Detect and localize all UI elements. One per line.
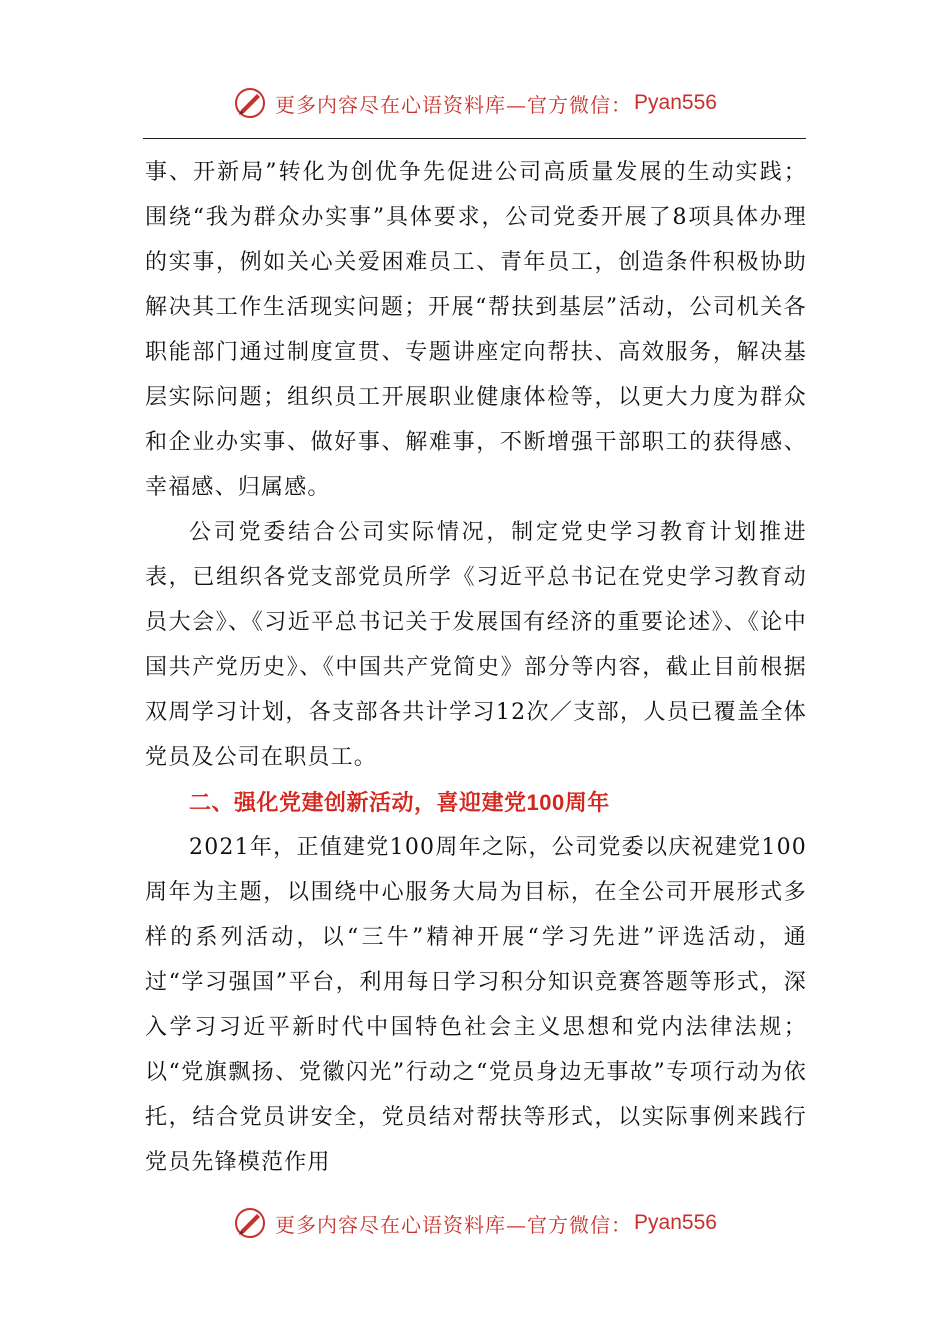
document-body [145, 150, 807, 1185]
pen-logo-icon [233, 1206, 267, 1240]
footer-banner [0, 1198, 950, 1248]
header-wechat-id: Pyan556 [634, 91, 717, 114]
header-banner [0, 78, 950, 128]
paragraph-centenary: 2021年，正值建党100周年之际，公司党委以庆祝建党100周年为主题，以围绕中心服务大局为目标，在全公司开展形式多样的系列活动，以“三牛”精神开展“学习先进”评选活动，通过“学习强国”平台，利用每日学习积分知识竞赛答题等形式，深入学习习近平新时代中国特色社会主义思想和党内法律法规；以“党旗飘扬、党徽闪光”行动之“党员身边无事故”专项行动为依托，结合党员讲安全，党员结对帮扶等形式，以实际事例来践行党员先锋模范作用 [145, 835, 807, 1175]
footer-wechat-id: Pyan556 [634, 1211, 717, 1234]
header-banner-text: 更多内容尽在心语资料库—官方微信： [275, 92, 633, 117]
pen-logo-icon [233, 86, 267, 120]
footer-banner-text: 更多内容尽在心语资料库—官方微信： [275, 1212, 633, 1237]
paragraph-study-plan: 公司党委结合公司实际情况，制定党史学习教育计划推进表，已组织各党支部党员所学《习近平总书记在党史学习教育动员大会》、《习近平总书记关于发展国有经济的重要论述》、《论中国共产党历史》、《中国共产党简史》部分等内容，截止目前根据双周学习计划，各支部各共计学习12次／支部，人员已覆盖全体党员及公司在职员工。 [145, 520, 807, 770]
header-divider [143, 138, 806, 139]
section-heading-2: 二、强化党建创新活动，喜迎建党100周年 [189, 790, 610, 815]
paragraph-continuation: 事、开新局”转化为创优争先促进公司高质量发展的生动实践；围绕“我为群众办实事”具体要求，公司党委开展了8项具体办理的实事，例如关心关爱困难员工、青年员工，创造条件积极协助解决其工作生活现实问题；开展“帮扶到基层”活动，公司机关各职能部门通过制度宣贯、专题讲座定向帮扶、高效服务，解决基层实际问题；组织员工开展职业健康体检等，以更大力度为群众和企业办实事、做好事、解难事，不断增强干部职工的获得感、幸福感、归属感。 [145, 160, 807, 500]
